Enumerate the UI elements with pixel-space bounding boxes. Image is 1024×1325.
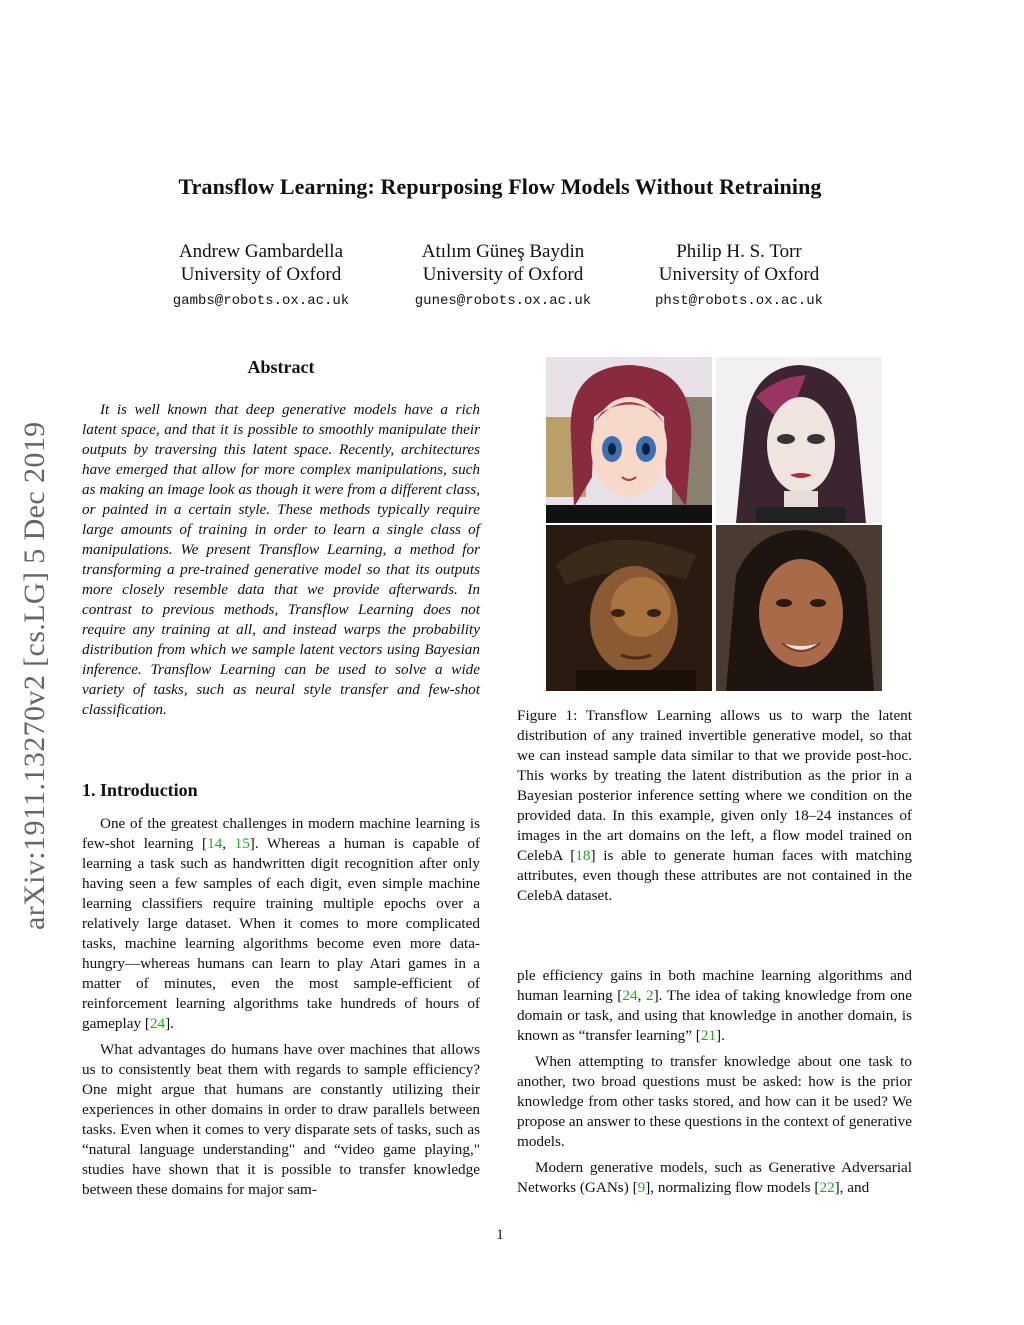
author-affiliation: University of Oxford xyxy=(658,264,820,285)
author-email[interactable]: gambs@robots.ox.ac.uk xyxy=(172,293,350,309)
figure-1-caption: Figure 1: Transflow Learning allows us to warp the latent distribution of any trained invertible generative model, so that we can instead sample data similar to that we provide post-hoc. This works by treating the latent distribution as the prior in a Bayesian posterior inference setting where we condition on the provided data. In this example, given only 18–24 instances of images in the art domains on the left, a flow model trained on CelebA [18] is able to generate human faces with matching attributes, even though these attributes are not contained in the CelebA dataset. xyxy=(517,707,912,904)
right-paragraph-1: ple efficiency gains in both machine learning algorithms and human learning [24, 2]. The idea of taking knowledge from one domain or task, and using that knowledge in another domain, is known as “transfer learning” [21]. xyxy=(517,967,912,1044)
citation-link[interactable]: 22 xyxy=(819,1179,835,1196)
abstract-heading: Abstract xyxy=(247,357,315,377)
right-paragraph-3: Modern generative models, such as Generative Adversarial Networks (GANs) [9], normalizing flow models [22], and xyxy=(517,1159,912,1196)
author-3 xyxy=(619,240,859,309)
citation-link[interactable]: 24 xyxy=(149,1015,166,1032)
citation-link[interactable]: 21 xyxy=(700,1027,717,1044)
author-email[interactable]: gunes@robots.ox.ac.uk xyxy=(414,293,592,309)
author-name: Atılım Güneş Baydin xyxy=(421,241,585,262)
intro-paragraph-1: One of the greatest challenges in modern machine learning is few-shot learning [14, 15]. Whereas a human is capable of learning a task such as handwritten digit recognition after only having seen a few samples of each digit, even simple machine learning classifiers require training multiple epochs over a relatively large dataset. When it comes to more complicated tasks, machine learning algorithms become even more data-hungry—whereas humans can learn to play Atari games in a matter of minutes, even the most sample-efficient of reinforcement learning algorithms take hundreds of hours of gameplay [24]. xyxy=(82,815,480,1032)
author-affiliation: University of Oxford xyxy=(422,264,584,285)
figure-panel-rembrandt-portrait xyxy=(546,525,712,691)
citation-link[interactable]: 18 xyxy=(575,847,591,864)
arxiv-side-stamp: arXiv:1911.13270v2 [cs.LG] 5 Dec 2019 xyxy=(18,421,51,930)
right-column xyxy=(517,966,912,1198)
citation-link[interactable]: 2 xyxy=(645,987,654,1004)
author-name: Philip H. S. Torr xyxy=(676,241,802,262)
paper-title: Transflow Learning: Repurposing Flow Models Without Retraining xyxy=(178,174,822,199)
figure-panel-generated-woman-face xyxy=(716,525,882,691)
abstract-text: It is well known that deep generative models have a rich latent space, and that it is possible to smoothly manipulate their outputs by traversing this latent space. Recently, architectures have emerged that allow for more complex manipulations, such as making an image look as though it were from a different class, or painted in a certain style. These methods typically require large amounts of training in order to learn a single class of manipulations. We present Transflow Learning, a method for transforming a pre-trained generative model so that its outputs more closely resemble data that we provide afterwards. In contrast to previous methods, Transflow Learning does not require any training at all, and instead warps the probability distribution from which we sample latent vectors using Bayesian inference. Transflow Learning can be used to solve a wide variety of tasks, such as neural style transfer and few-shot classification. xyxy=(82,401,480,718)
figure-panel-anime-portrait xyxy=(546,357,712,523)
abstract-body xyxy=(82,400,480,720)
intro-paragraph-2: What advantages do humans have over machines that allows us to consistently beat them with regards to sample efficiency? One might argue that humans are constantly utilizing their experiences in other domains in order to draw parallels between tasks. Even when it comes to very disparate sets of tasks, such as “natural language understanding" and “video game playing," studies have shown that it is possible to transfer knowledge between these domains for major sam- xyxy=(82,1041,480,1198)
citation-link[interactable]: 15 xyxy=(234,835,250,852)
page-number: 1 xyxy=(496,1227,504,1243)
intro-column xyxy=(82,814,480,1200)
citation-link[interactable]: 14 xyxy=(207,835,223,852)
section-heading-introduction: 1. Introduction xyxy=(82,780,198,800)
citation-link[interactable]: 24 xyxy=(622,987,638,1004)
right-paragraph-2: When attempting to transfer knowledge about one task to another, two broad questions must be asked: how is the prior knowledge from other tasks stored, and how can it be used? We propose an answer to these questions in the context of generative models. xyxy=(517,1053,912,1150)
author-email[interactable]: phst@robots.ox.ac.uk xyxy=(654,293,824,309)
author-name: Andrew Gambardella xyxy=(178,241,344,262)
author-1 xyxy=(141,240,381,309)
citation-link[interactable]: 9 xyxy=(637,1179,646,1196)
figure-panel-painted-woman-portrait xyxy=(716,357,882,523)
author-2 xyxy=(383,240,623,309)
author-affiliation: University of Oxford xyxy=(180,264,342,285)
